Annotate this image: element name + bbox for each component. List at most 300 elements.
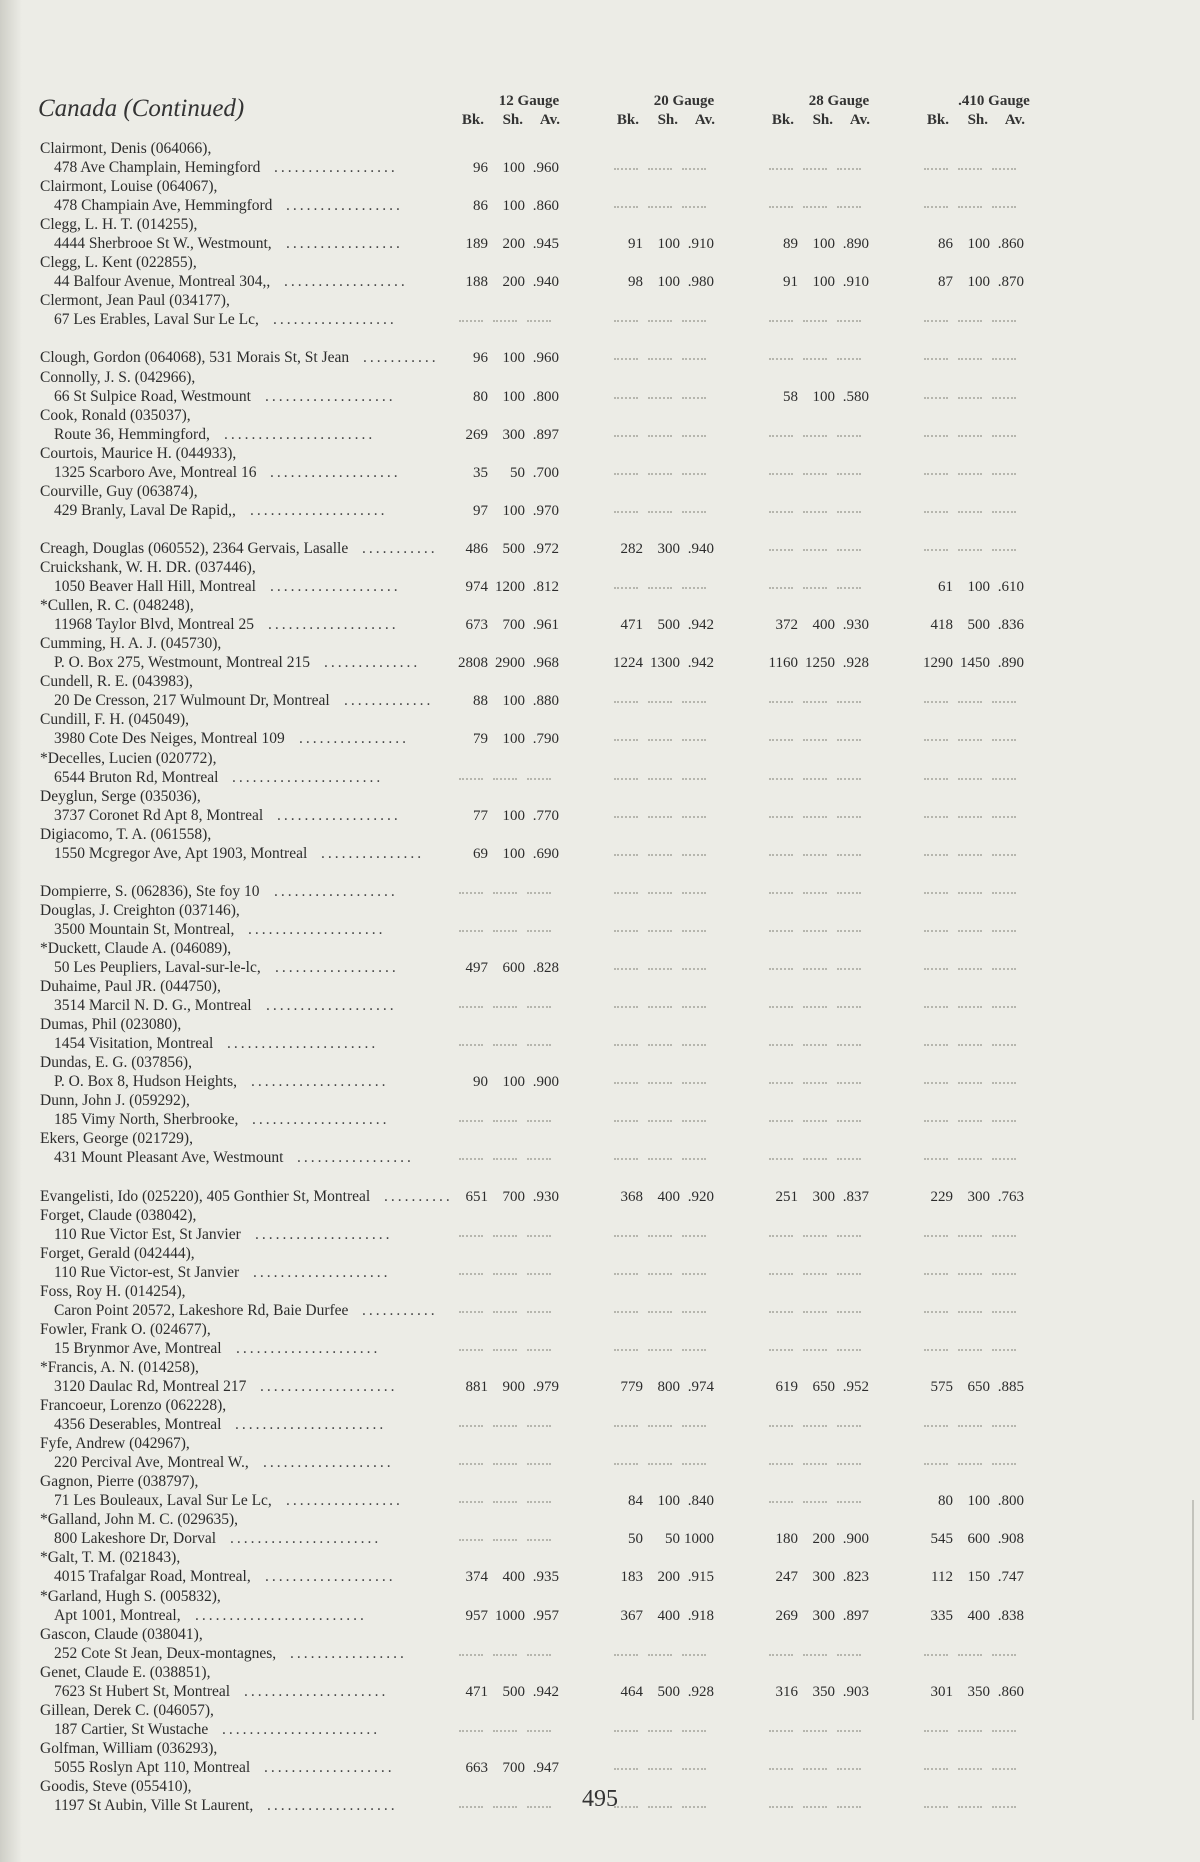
average: .890 — [997, 655, 1024, 672]
member-address: 3980 Cote Des Neiges, Montreal 109 — [54, 730, 285, 748]
empty-score-placeholder — [648, 739, 672, 741]
gauge-1-scores — [445, 845, 595, 863]
broken-count: 673 — [465, 617, 488, 634]
leader-dots: .................. — [274, 159, 398, 176]
gauge-columns — [755, 111, 905, 129]
empty-score-placeholder — [837, 587, 861, 589]
empty-score-placeholder — [682, 1082, 706, 1084]
shot-count: 400 — [967, 1607, 990, 1624]
broken-count: 881 — [465, 1379, 488, 1395]
empty-score-placeholder — [527, 778, 551, 780]
gauge-4-scores — [910, 692, 1060, 710]
gauge-2-scores — [600, 1302, 750, 1320]
empty-score-placeholder — [958, 511, 982, 513]
empty-score-placeholder — [493, 320, 517, 322]
empty-score-placeholder — [614, 854, 638, 856]
average: .840 — [687, 1493, 714, 1510]
empty-score-placeholder — [924, 511, 948, 513]
gauge-header-2 — [600, 92, 750, 129]
shot-count: 2900 — [495, 655, 525, 672]
empty-score-placeholder — [992, 930, 1016, 932]
empty-score-placeholder — [837, 549, 861, 551]
average: .828 — [532, 959, 559, 976]
empty-score-placeholder — [682, 435, 706, 437]
gauge-3-scores — [755, 1721, 905, 1739]
empty-score-placeholder — [493, 930, 517, 932]
member-name: Gascon, Claude (038041), — [40, 1625, 203, 1643]
member-name: Gillean, Derek C. (046057), — [40, 1701, 214, 1719]
empty-score-placeholder — [493, 1501, 517, 1503]
gauge-1-scores — [445, 1340, 595, 1358]
gauge-3-scores — [755, 769, 905, 787]
member-address: 4015 Trafalgar Road, Montreal, — [54, 1568, 251, 1586]
empty-score-placeholder — [493, 1425, 517, 1427]
gauge-3-scores — [755, 997, 905, 1015]
gauge-2-scores — [600, 730, 750, 748]
shot-count: 100 — [657, 274, 680, 291]
empty-score-placeholder — [648, 168, 672, 170]
shot-count: 650 — [967, 1379, 990, 1395]
empty-score-placeholder — [769, 1654, 793, 1656]
member-entry — [0, 140, 1200, 178]
empty-score-placeholder — [682, 1425, 706, 1427]
member-entry — [0, 1092, 1200, 1130]
gauge-4-scores — [910, 730, 1060, 748]
gauge-4-scores — [910, 1226, 1060, 1244]
empty-score-placeholder — [614, 358, 638, 360]
gauge-4-scores — [910, 426, 1060, 444]
average: .930 — [532, 1188, 559, 1205]
shot-count: 500 — [502, 540, 525, 557]
member-address: 50 Les Peupliers, Laval-sur-le-lc, — [54, 958, 261, 976]
empty-score-placeholder — [648, 1120, 672, 1122]
member-name: Clough, Gordon (064068), 531 Morais St, St Jean — [40, 349, 350, 367]
gauge-3-scores — [755, 426, 905, 444]
empty-score-placeholder — [803, 739, 827, 741]
member-entry — [0, 978, 1200, 1016]
leader-dots: .................... — [248, 920, 386, 938]
broken-count: 50 — [628, 1531, 643, 1548]
average: .957 — [532, 1607, 559, 1624]
shot-count: 200 — [812, 1531, 835, 1548]
gauge-3-scores — [755, 845, 905, 863]
gauge-1-scores — [445, 1378, 595, 1396]
average: .915 — [687, 1569, 714, 1586]
gauge-2-scores — [600, 578, 750, 596]
average: .940 — [687, 540, 714, 557]
empty-score-placeholder — [924, 206, 948, 208]
empty-score-placeholder — [614, 1044, 638, 1046]
col-average: Av. — [1004, 112, 1025, 128]
shot-count: 100 — [967, 579, 990, 596]
average: .910 — [687, 236, 714, 253]
gauge-header-3 — [755, 92, 905, 129]
member-entry — [0, 1740, 1200, 1778]
member-entry — [0, 1626, 1200, 1664]
gauge-4-scores — [910, 159, 1060, 177]
average: 1000 — [684, 1531, 714, 1548]
col-shot: Sh. — [657, 112, 678, 128]
gauge-1-scores — [445, 1530, 595, 1548]
gauge-4-scores — [910, 464, 1060, 482]
empty-score-placeholder — [837, 1158, 861, 1160]
gauge-2-scores — [600, 1188, 750, 1206]
empty-score-placeholder — [527, 1044, 551, 1046]
member-address: 1050 Beaver Hall Hill, Montreal — [54, 578, 256, 596]
member-name: Dunn, John J. (059292), — [40, 1092, 190, 1110]
gauge-1-scores — [445, 1226, 595, 1244]
empty-score-placeholder — [803, 1044, 827, 1046]
shot-count: 1450 — [960, 655, 990, 672]
empty-score-placeholder — [992, 1120, 1016, 1122]
leader-dots: .................. — [274, 882, 398, 900]
member-address: 44 Balfour Avenue, Montreal 304,, — [54, 273, 271, 291]
gauge-4-scores — [910, 1568, 1060, 1586]
shot-count: 100 — [502, 160, 525, 176]
average: .870 — [997, 274, 1024, 291]
member-name: Clegg, L. H. T. (014255), — [40, 216, 198, 234]
empty-score-placeholder — [992, 549, 1016, 551]
empty-score-placeholder — [614, 168, 638, 170]
empty-score-placeholder — [459, 1730, 483, 1732]
shot-count: 100 — [502, 693, 525, 710]
empty-score-placeholder — [614, 739, 638, 741]
leader-dots: ..................... — [236, 1339, 381, 1357]
empty-score-placeholder — [459, 930, 483, 932]
average: .860 — [997, 236, 1024, 253]
empty-score-placeholder — [769, 892, 793, 894]
member-name: Creagh, Douglas (060552), 2364 Gervais, Lasalle — [40, 539, 349, 557]
empty-score-placeholder — [924, 1425, 948, 1427]
average: .690 — [532, 845, 559, 862]
empty-score-placeholder — [769, 1311, 793, 1313]
member-address: 429 Branly, Laval De Rapid,, — [54, 501, 236, 519]
average: .770 — [532, 807, 559, 824]
gauge-4-scores — [910, 197, 1060, 215]
average: .970 — [532, 502, 559, 519]
empty-score-placeholder — [769, 1463, 793, 1465]
empty-score-placeholder — [924, 168, 948, 170]
empty-score-placeholder — [803, 1501, 827, 1503]
empty-score-placeholder — [493, 778, 517, 780]
member-entry — [0, 1473, 1200, 1511]
empty-score-placeholder — [614, 511, 638, 513]
empty-score-placeholder — [992, 1425, 1016, 1427]
shot-count: 1300 — [650, 655, 680, 672]
gauge-4-scores — [910, 807, 1060, 825]
empty-score-placeholder — [837, 1501, 861, 1503]
gauge-1-scores — [445, 1416, 595, 1434]
gauge-4-scores — [910, 1264, 1060, 1282]
empty-score-placeholder — [614, 1158, 638, 1160]
empty-score-placeholder — [803, 968, 827, 970]
gauge-1-scores — [445, 883, 595, 901]
average: .900 — [532, 1074, 559, 1091]
leader-dots: ...................... — [227, 1035, 379, 1053]
gauge-4-scores — [910, 921, 1060, 939]
broken-count: 471 — [620, 617, 643, 634]
empty-score-placeholder — [682, 1006, 706, 1008]
gauge-3-scores — [755, 1645, 905, 1663]
empty-score-placeholder — [837, 930, 861, 932]
member-address: 1197 St Aubin, Ville St Laurent, — [54, 1797, 254, 1815]
empty-score-placeholder — [648, 435, 672, 437]
gauge-3-scores — [755, 540, 905, 558]
member-entry — [0, 369, 1200, 407]
empty-score-placeholder — [682, 1349, 706, 1351]
member-address: Apt 1001, Montreal, — [54, 1606, 181, 1624]
member-entry — [0, 1588, 1200, 1626]
member-address: 220 Percival Ave, Montreal W., — [54, 1454, 249, 1472]
gauge-2-scores — [600, 273, 750, 291]
leader-dots: ....................... — [222, 1720, 381, 1738]
gauge-3-scores — [755, 921, 905, 939]
gauge-2-scores — [600, 159, 750, 177]
broken-count: 58 — [783, 388, 798, 405]
empty-score-placeholder — [992, 206, 1016, 208]
broken-count: 247 — [775, 1569, 798, 1586]
member-address: 6544 Bruton Rd, Montreal — [54, 768, 219, 786]
member-entry — [0, 445, 1200, 483]
empty-score-placeholder — [459, 1463, 483, 1465]
empty-score-placeholder — [924, 1120, 948, 1122]
gauge-2-scores — [600, 997, 750, 1015]
shot-count: 100 — [502, 388, 525, 405]
average: .947 — [532, 1759, 559, 1776]
leader-dots: ................... — [265, 1568, 396, 1586]
empty-score-placeholder — [803, 1349, 827, 1351]
member-entry — [0, 178, 1200, 216]
broken-count: 974 — [465, 579, 488, 596]
shot-count: 400 — [502, 1569, 525, 1586]
broken-count: 372 — [775, 617, 798, 634]
col-broken: Bk. — [771, 112, 794, 128]
empty-score-placeholder — [769, 587, 793, 589]
empty-score-placeholder — [992, 1463, 1016, 1465]
average: .980 — [687, 274, 714, 291]
empty-score-placeholder — [803, 1463, 827, 1465]
empty-score-placeholder — [992, 1235, 1016, 1237]
broken-count: 97 — [473, 502, 488, 519]
member-address: 3120 Daulac Rd, Montreal 217 — [54, 1378, 247, 1395]
member-list — [0, 140, 1200, 1816]
broken-count: 86 — [938, 236, 953, 253]
gauge-columns — [445, 111, 595, 129]
gauge-2-scores — [600, 1530, 750, 1548]
member-entry — [0, 673, 1200, 711]
empty-score-placeholder — [769, 1006, 793, 1008]
gauge-4-scores — [910, 1111, 1060, 1129]
empty-score-placeholder — [992, 1730, 1016, 1732]
empty-score-placeholder — [958, 473, 982, 475]
average: .918 — [687, 1607, 714, 1624]
member-name: *Francis, A. N. (014258), — [40, 1359, 199, 1376]
shot-count: 50 — [665, 1531, 680, 1548]
gauge-3-scores — [755, 388, 905, 406]
shot-count: 400 — [657, 1188, 680, 1205]
empty-score-placeholder — [837, 701, 861, 703]
empty-score-placeholder — [769, 511, 793, 513]
member-address: 800 Lakeshore Dr, Dorval — [54, 1530, 217, 1548]
gauge-4-scores — [910, 388, 1060, 406]
broken-count: 663 — [465, 1759, 488, 1776]
empty-score-placeholder — [924, 1768, 948, 1770]
empty-score-placeholder — [682, 1235, 706, 1237]
broken-count: 497 — [465, 959, 488, 976]
broken-count: 251 — [775, 1188, 798, 1205]
leader-dots: .................. — [275, 958, 399, 976]
empty-score-placeholder — [459, 892, 483, 894]
empty-score-placeholder — [527, 1120, 551, 1122]
leader-dots: ................... — [267, 1797, 398, 1815]
empty-score-placeholder — [648, 1425, 672, 1427]
broken-count: 80 — [473, 388, 488, 405]
broken-count: 180 — [775, 1531, 798, 1548]
member-entry — [0, 940, 1200, 978]
gauge-3-scores — [755, 235, 905, 253]
empty-score-placeholder — [958, 1349, 982, 1351]
gauge-2-scores — [600, 1035, 750, 1053]
gauge-4-scores — [910, 997, 1060, 1015]
leader-dots: ........... — [363, 349, 439, 367]
gauge-title: 20 Gauge — [653, 93, 715, 109]
member-address: 66 St Sulpice Road, Westmount — [54, 387, 251, 405]
leader-dots: ......................... — [195, 1606, 367, 1624]
empty-score-placeholder — [924, 358, 948, 360]
empty-score-placeholder — [958, 397, 982, 399]
shot-count: 100 — [967, 1493, 990, 1510]
section-title: Canada (Continued) — [38, 95, 245, 122]
empty-score-placeholder — [958, 168, 982, 170]
empty-score-placeholder — [614, 1082, 638, 1084]
empty-score-placeholder — [992, 1349, 1016, 1351]
empty-score-placeholder — [614, 206, 638, 208]
broken-count: 112 — [931, 1569, 953, 1586]
leader-dots: .................... — [251, 1073, 389, 1091]
gauge-3-scores — [755, 1454, 905, 1472]
leader-dots: ................... — [264, 1758, 395, 1776]
average: .800 — [997, 1493, 1024, 1510]
empty-score-placeholder — [803, 435, 827, 437]
empty-score-placeholder — [958, 1273, 982, 1275]
empty-score-placeholder — [837, 968, 861, 970]
leader-dots: ................ — [299, 730, 409, 748]
member-entry — [0, 254, 1200, 292]
empty-score-placeholder — [803, 1082, 827, 1084]
member-name: Genet, Claude E. (038851), — [40, 1663, 211, 1681]
gauge-3-scores — [755, 616, 905, 634]
empty-score-placeholder — [992, 816, 1016, 818]
empty-score-placeholder — [614, 701, 638, 703]
average: .747 — [997, 1569, 1024, 1586]
empty-score-placeholder — [958, 854, 982, 856]
empty-score-placeholder — [682, 968, 706, 970]
member-address: 187 Cartier, St Wustache — [54, 1720, 209, 1738]
member-name: Dumas, Phil (023080), — [40, 1016, 182, 1034]
member-address: 15 Brynmor Ave, Montreal — [54, 1339, 222, 1357]
empty-score-placeholder — [769, 435, 793, 437]
empty-score-placeholder — [459, 1539, 483, 1541]
member-address: 71 Les Bouleaux, Laval Sur Le Lc, — [54, 1492, 272, 1510]
leader-dots: ................... — [270, 463, 401, 481]
member-name: *Cullen, R. C. (048248), — [40, 597, 194, 615]
gauge-1-scores — [445, 654, 595, 672]
empty-score-placeholder — [682, 739, 706, 741]
member-address: 3737 Coronet Rd Apt 8, Montreal — [54, 806, 264, 824]
member-name: *Garland, Hugh S. (005832), — [40, 1587, 221, 1605]
empty-score-placeholder — [924, 1654, 948, 1656]
empty-score-placeholder — [924, 816, 948, 818]
average: .960 — [532, 160, 559, 176]
gauge-2-scores — [600, 1568, 750, 1586]
empty-score-placeholder — [614, 1463, 638, 1465]
gauge-2-scores — [600, 1149, 750, 1167]
shot-count: 1200 — [495, 579, 525, 596]
empty-score-placeholder — [648, 1349, 672, 1351]
gauge-3-scores — [755, 273, 905, 291]
empty-score-placeholder — [958, 778, 982, 780]
gauge-1-scores — [445, 1683, 595, 1701]
empty-score-placeholder — [837, 1311, 861, 1313]
shot-count: 1000 — [495, 1607, 525, 1624]
empty-score-placeholder — [803, 1768, 827, 1770]
leader-dots: .................. — [277, 806, 401, 824]
broken-count: 269 — [775, 1607, 798, 1624]
average: .920 — [687, 1188, 714, 1205]
leader-dots: .................. — [284, 273, 408, 291]
empty-score-placeholder — [992, 358, 1016, 360]
empty-score-placeholder — [682, 320, 706, 322]
member-entry — [0, 750, 1200, 788]
leader-dots: ........... — [362, 1301, 438, 1319]
shot-count: 300 — [967, 1188, 990, 1205]
empty-score-placeholder — [837, 1768, 861, 1770]
member-name: Duhaime, Paul JR. (044750), — [40, 978, 221, 996]
empty-score-placeholder — [459, 1235, 483, 1237]
empty-score-placeholder — [614, 1654, 638, 1656]
gauge-3-scores — [755, 349, 905, 367]
gauge-1-scores — [445, 1721, 595, 1739]
average: .960 — [532, 350, 559, 367]
gauge-columns — [910, 111, 1060, 129]
col-shot: Sh. — [812, 112, 833, 128]
shot-count: 500 — [657, 617, 680, 634]
empty-score-placeholder — [459, 1273, 483, 1275]
empty-score-placeholder — [648, 511, 672, 513]
gauge-2-scores — [600, 1683, 750, 1701]
empty-score-placeholder — [493, 1044, 517, 1046]
empty-score-placeholder — [459, 1501, 483, 1503]
empty-score-placeholder — [924, 930, 948, 932]
shot-count: 100 — [812, 274, 835, 291]
empty-score-placeholder — [803, 587, 827, 589]
gauge-4-scores — [910, 616, 1060, 634]
gauge-1-scores — [445, 997, 595, 1015]
member-address: 5055 Roslyn Apt 110, Montreal — [54, 1758, 251, 1776]
gauge-4-scores — [910, 1645, 1060, 1663]
empty-score-placeholder — [837, 1120, 861, 1122]
empty-score-placeholder — [648, 587, 672, 589]
gauge-2-scores — [600, 769, 750, 787]
empty-score-placeholder — [614, 1768, 638, 1770]
member-name: *Galland, John M. C. (029635), — [40, 1511, 239, 1529]
empty-score-placeholder — [924, 549, 948, 551]
member-address: 110 Rue Victor-est, St Janvier — [54, 1263, 240, 1281]
gauge-2-scores — [600, 349, 750, 367]
member-address: 67 Les Erables, Laval Sur Le Lc, — [54, 311, 259, 329]
empty-score-placeholder — [682, 358, 706, 360]
empty-score-placeholder — [924, 1158, 948, 1160]
